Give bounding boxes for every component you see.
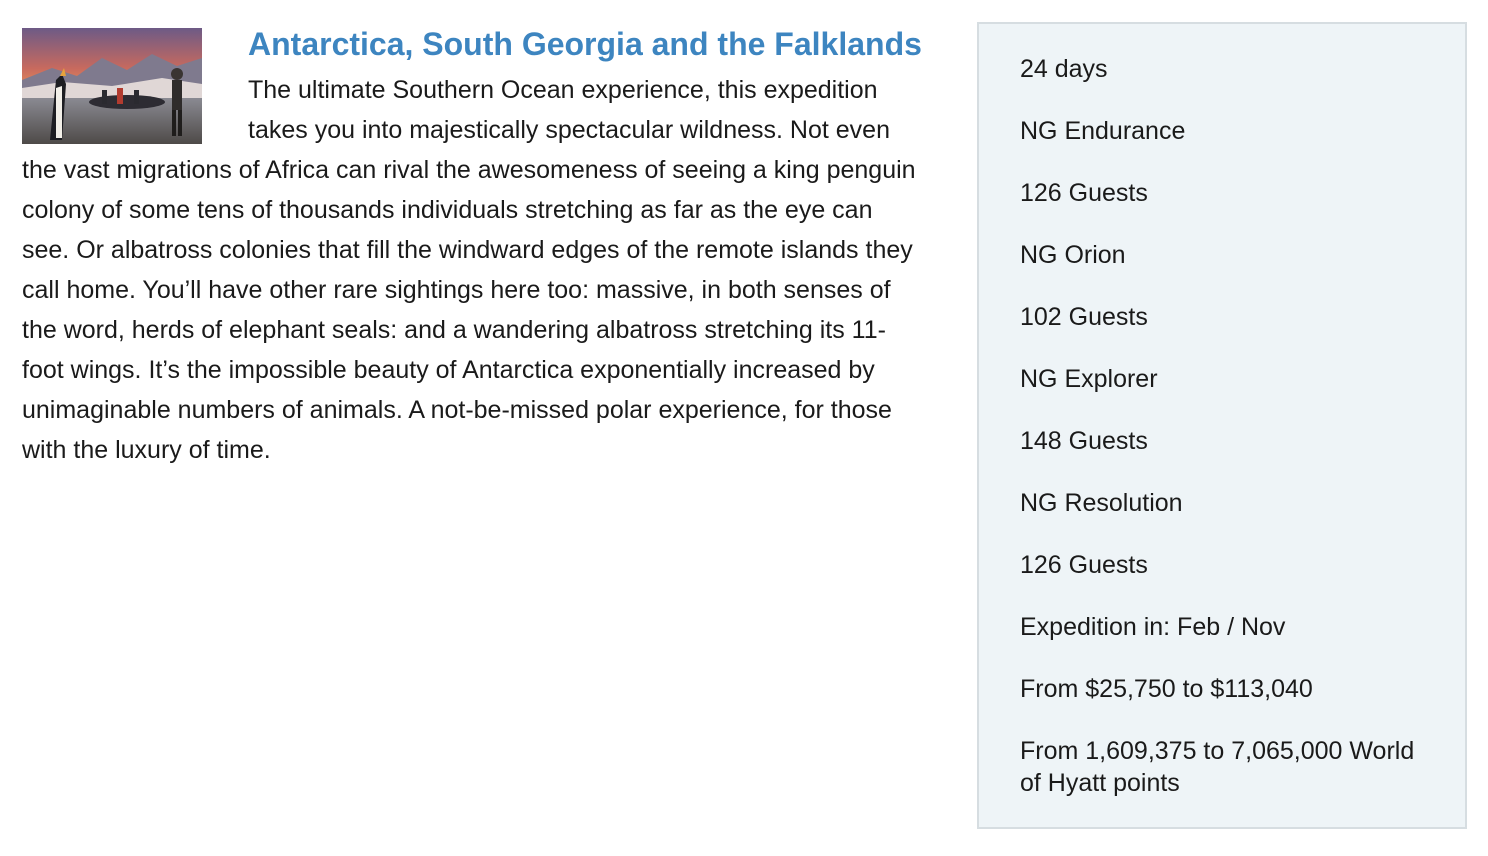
ship-capacity: 102 Guests [1020,303,1148,331]
ship-capacity: 126 Guests [1020,179,1148,207]
ship-name: NG Explorer [1020,365,1158,393]
ship-name: NG Endurance [1020,117,1186,145]
trip-details-panel [977,22,1467,829]
expedition-months: Expedition in: Feb / Nov [1020,613,1286,641]
ship-capacity: 148 Guests [1020,427,1148,455]
expedition-photo[interactable] [22,28,202,144]
trip-title[interactable]: Antarctica, South Georgia and the Falklands [248,26,922,62]
price-range: From $25,750 to $113,040 [1020,675,1313,703]
trip-duration: 24 days [1020,55,1108,83]
points-range: From 1,609,375 to 7,065,000 World of Hyatt points [1020,737,1415,797]
ship-name: NG Resolution [1020,489,1183,517]
ship-capacity: 126 Guests [1020,551,1148,579]
trip-article [22,24,922,470]
trip-description: The ultimate Southern Ocean experience, this expedition takes you into majestically spectacular wildness. Not even the vast migrations of Africa can rival the awesomeness of seeing a king penguin colony of some tens of thousands individuals stretching as far as the eye can see. Or albatross colonies that fill the windward edges of the remote islands they call home. You’ll have other rare sightings here too: massive, in both senses of the word, herds of elephant seals: and a wandering albatross stretching its 11-foot wings. It’s the impossible beauty of Antarctica exponentially increased by unimaginable numbers of animals. A not-be-missed polar experience, for those with the luxury of time. [22,76,916,464]
ship-name: NG Orion [1020,241,1126,269]
